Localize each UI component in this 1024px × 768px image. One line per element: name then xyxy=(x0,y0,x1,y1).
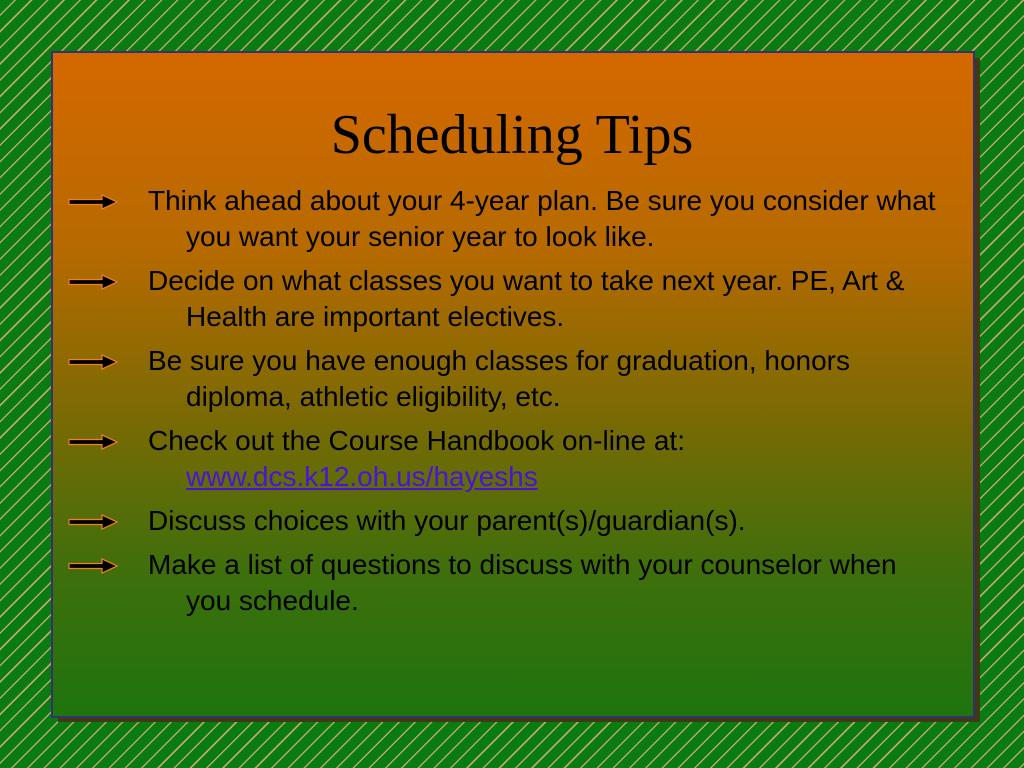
bullet-item xyxy=(68,183,948,255)
handbook-link[interactable]: www.dcs.k12.oh.us/hayeshs xyxy=(186,461,538,492)
bullet-item xyxy=(68,547,948,619)
arrow-right-icon xyxy=(68,514,118,530)
bullet-text-with-link xyxy=(148,423,948,495)
bullet-text: Discuss choices with your parent(s)/guardian(s). xyxy=(148,505,746,536)
bullet-text: Check out the Course Handbook on-line at: xyxy=(148,425,685,456)
bullet-text: Make a list of questions to discuss with your counselor when you schedule. xyxy=(148,549,897,616)
slide-title: Scheduling Tips xyxy=(330,104,694,166)
bullet-list xyxy=(68,183,948,627)
arrow-right-icon xyxy=(68,434,118,450)
arrow-right-icon xyxy=(68,354,118,370)
bullet-text: Decide on what classes you want to take next year. PE, Art & Health are important electives. xyxy=(148,265,905,332)
bullet-item xyxy=(68,343,948,415)
arrow-right-icon xyxy=(68,558,118,574)
arrow-right-icon xyxy=(68,194,118,210)
bullet-item xyxy=(68,263,948,335)
bullet-item xyxy=(68,503,948,539)
bullet-item xyxy=(68,423,948,495)
arrow-right-icon xyxy=(68,274,118,290)
bullet-text: Think ahead about your 4-year plan. Be sure you consider what you want your senior year to look like. xyxy=(148,185,936,252)
bullet-text: Be sure you have enough classes for graduation, honors diploma, athletic eligibility, etc. xyxy=(148,345,851,412)
